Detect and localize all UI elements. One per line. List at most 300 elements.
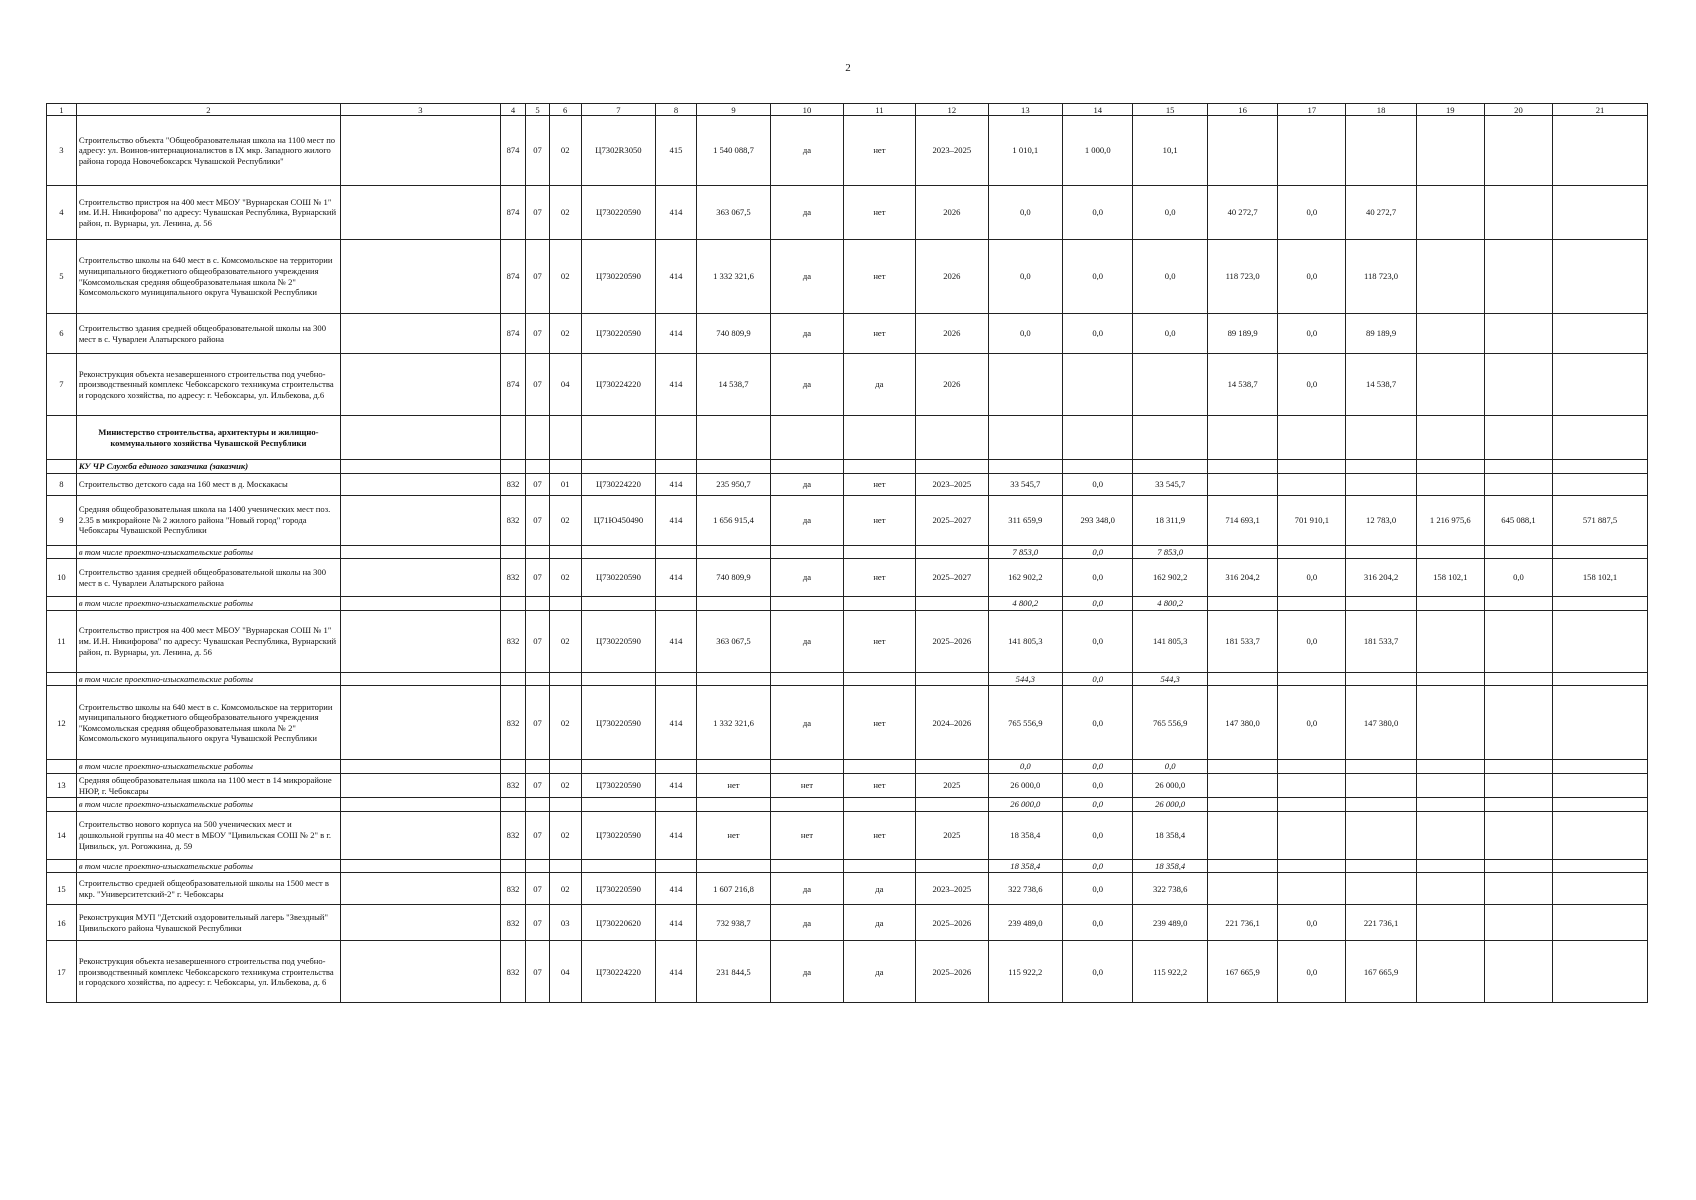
cell-empty bbox=[581, 460, 656, 474]
cell-c6: 01 bbox=[549, 473, 581, 495]
page-number: 2 bbox=[845, 62, 851, 74]
column-number: 21 bbox=[1553, 104, 1648, 116]
subrow-design-works bbox=[47, 859, 1648, 873]
cell-c12: 2025 bbox=[916, 773, 988, 797]
sub-c14: 0,0 bbox=[1063, 760, 1133, 774]
column-number: 7 bbox=[581, 104, 656, 116]
cell-empty bbox=[1553, 597, 1648, 611]
cell-empty bbox=[1416, 798, 1484, 812]
cell-c16 bbox=[1207, 811, 1277, 859]
cell-c5: 07 bbox=[526, 186, 549, 240]
cell-n: 5 bbox=[47, 240, 77, 314]
cell-c6: 03 bbox=[549, 905, 581, 941]
cell-c10: да bbox=[771, 473, 843, 495]
cell-c4: 832 bbox=[500, 473, 526, 495]
subrow-label: в том числе проектно-изыскательские работы bbox=[76, 672, 340, 686]
cell-empty bbox=[526, 859, 549, 873]
cell-c19 bbox=[1416, 240, 1484, 314]
cell-empty bbox=[500, 545, 526, 559]
cell-c19 bbox=[1416, 873, 1484, 905]
table-row bbox=[47, 240, 1648, 314]
subrow-design-works bbox=[47, 545, 1648, 559]
cell-c7: Ц730220590 bbox=[581, 186, 656, 240]
cell-empty bbox=[1484, 672, 1552, 686]
cell-c15: 239 489,0 bbox=[1133, 905, 1208, 941]
cell-c16 bbox=[1207, 873, 1277, 905]
cell-c7: Ц7302R3050 bbox=[581, 116, 656, 186]
cell-n: 8 bbox=[47, 473, 77, 495]
cell-c7: Ц730224220 bbox=[581, 941, 656, 1003]
table-row bbox=[47, 686, 1648, 760]
cell-empty bbox=[1553, 672, 1648, 686]
cell-c7: Ц730220590 bbox=[581, 811, 656, 859]
cell-empty bbox=[696, 545, 771, 559]
cell-c15: 33 545,7 bbox=[1133, 473, 1208, 495]
cell-c3 bbox=[340, 559, 500, 597]
cell-c14: 0,0 bbox=[1063, 811, 1133, 859]
cell-empty bbox=[916, 597, 988, 611]
cell-c19 bbox=[1416, 314, 1484, 354]
cell-c9: 740 809,9 bbox=[696, 314, 771, 354]
cell-c3 bbox=[340, 773, 500, 797]
cell-empty bbox=[47, 760, 77, 774]
cell-empty bbox=[549, 672, 581, 686]
cell-empty bbox=[1133, 416, 1208, 460]
cell-c18: 118 723,0 bbox=[1346, 240, 1416, 314]
cell-c3 bbox=[340, 314, 500, 354]
cell-c19 bbox=[1416, 116, 1484, 186]
cell-c19 bbox=[1416, 610, 1484, 672]
cell-c11: нет bbox=[843, 559, 915, 597]
cell-c18: 12 783,0 bbox=[1346, 495, 1416, 545]
cell-c15: 0,0 bbox=[1133, 240, 1208, 314]
cell-c15: 26 000,0 bbox=[1133, 773, 1208, 797]
cell-c16 bbox=[1207, 773, 1277, 797]
cell-empty bbox=[1346, 672, 1416, 686]
cell-c8: 414 bbox=[656, 873, 696, 905]
cell-c18: 89 189,9 bbox=[1346, 314, 1416, 354]
cell-c13: 0,0 bbox=[988, 240, 1063, 314]
cell-c14: 0,0 bbox=[1063, 240, 1133, 314]
cell-c15: 141 805,3 bbox=[1133, 610, 1208, 672]
cell-c6: 02 bbox=[549, 495, 581, 545]
cell-empty bbox=[1484, 597, 1552, 611]
cell-c17: 0,0 bbox=[1278, 240, 1346, 314]
cell-c16: 714 693,1 bbox=[1207, 495, 1277, 545]
cell-c6: 02 bbox=[549, 116, 581, 186]
cell-c11: нет bbox=[843, 773, 915, 797]
object-name: Средняя общеобразовательная школа на 1400 ученических мест поз. 2.35 в микрорайоне № 2 жилого района "Новый город" города Чебоксары Чувашской Республики bbox=[76, 495, 340, 545]
cell-c21: 158 102,1 bbox=[1553, 559, 1648, 597]
cell-empty bbox=[1484, 545, 1552, 559]
cell-c20 bbox=[1484, 473, 1552, 495]
cell-c8: 414 bbox=[656, 811, 696, 859]
sub-c14: 0,0 bbox=[1063, 597, 1133, 611]
cell-c16: 167 665,9 bbox=[1207, 941, 1277, 1003]
cell-c14: 0,0 bbox=[1063, 473, 1133, 495]
subrow-design-works bbox=[47, 798, 1648, 812]
cell-c15: 322 738,6 bbox=[1133, 873, 1208, 905]
cell-c18: 181 533,7 bbox=[1346, 610, 1416, 672]
cell-c10: да bbox=[771, 186, 843, 240]
cell-c19 bbox=[1416, 773, 1484, 797]
cell-empty bbox=[1207, 416, 1277, 460]
cell-empty bbox=[771, 597, 843, 611]
cell-c10: да bbox=[771, 686, 843, 760]
cell-c21 bbox=[1553, 905, 1648, 941]
cell-empty bbox=[696, 760, 771, 774]
cell-empty bbox=[843, 460, 915, 474]
cell-c11: да bbox=[843, 354, 915, 416]
subrow-design-works bbox=[47, 672, 1648, 686]
cell-c12: 2025–2027 bbox=[916, 559, 988, 597]
cell-c14: 1 000,0 bbox=[1063, 116, 1133, 186]
cell-c21 bbox=[1553, 240, 1648, 314]
cell-c5: 07 bbox=[526, 686, 549, 760]
cell-c13: 26 000,0 bbox=[988, 773, 1063, 797]
cell-empty bbox=[47, 416, 77, 460]
cell-empty bbox=[1416, 859, 1484, 873]
cell-empty bbox=[656, 672, 696, 686]
cell-c18 bbox=[1346, 811, 1416, 859]
table-row bbox=[47, 559, 1648, 597]
cell-c12: 2023–2025 bbox=[916, 473, 988, 495]
cell-c18: 167 665,9 bbox=[1346, 941, 1416, 1003]
table-row bbox=[47, 610, 1648, 672]
cell-empty bbox=[340, 859, 500, 873]
cell-empty bbox=[340, 760, 500, 774]
cell-c13: 311 659,9 bbox=[988, 495, 1063, 545]
cell-c8: 414 bbox=[656, 354, 696, 416]
cell-empty bbox=[1553, 460, 1648, 474]
cell-c20 bbox=[1484, 811, 1552, 859]
cell-n: 12 bbox=[47, 686, 77, 760]
cell-empty bbox=[1207, 545, 1277, 559]
table-row bbox=[47, 773, 1648, 797]
cell-c6: 02 bbox=[549, 773, 581, 797]
cell-empty bbox=[916, 760, 988, 774]
cell-c12: 2025–2027 bbox=[916, 495, 988, 545]
cell-empty bbox=[843, 545, 915, 559]
column-number: 20 bbox=[1484, 104, 1552, 116]
object-name: Строительство пристроя на 400 мест МБОУ "Вурнарская СОШ № 1" им. И.Н. Никифорова" по адресу: Чувашская Республика, Вурнарский район, п. Вурнары, ул. Ленина, д. 56 bbox=[76, 186, 340, 240]
cell-c17 bbox=[1278, 873, 1346, 905]
cell-empty bbox=[843, 416, 915, 460]
cell-empty bbox=[1207, 798, 1277, 812]
cell-c12: 2026 bbox=[916, 186, 988, 240]
sub-c13: 7 853,0 bbox=[988, 545, 1063, 559]
cell-c20 bbox=[1484, 610, 1552, 672]
subrow-label: в том числе проектно-изыскательские работы bbox=[76, 760, 340, 774]
cell-c4: 874 bbox=[500, 186, 526, 240]
cell-c3 bbox=[340, 116, 500, 186]
column-number: 15 bbox=[1133, 104, 1208, 116]
cell-c6: 04 bbox=[549, 941, 581, 1003]
table-row bbox=[47, 473, 1648, 495]
cell-c3 bbox=[340, 354, 500, 416]
cell-empty bbox=[988, 416, 1063, 460]
cell-empty bbox=[916, 859, 988, 873]
cell-c7: Ц730220590 bbox=[581, 314, 656, 354]
cell-n: 14 bbox=[47, 811, 77, 859]
cell-empty bbox=[47, 672, 77, 686]
cell-empty bbox=[1207, 597, 1277, 611]
cell-n: 9 bbox=[47, 495, 77, 545]
object-name: Строительство школы на 640 мест в с. Комсомольское на территории муниципального бюджетного общеобразовательного учреждения "Комсомольская средняя общеобразовательная школа № 2" Комсомольского муниципального округа Чувашской Республики bbox=[76, 240, 340, 314]
cell-empty bbox=[1346, 416, 1416, 460]
cell-c20 bbox=[1484, 941, 1552, 1003]
cell-c6: 02 bbox=[549, 559, 581, 597]
cell-c13: 141 805,3 bbox=[988, 610, 1063, 672]
cell-c9: 1 332 321,6 bbox=[696, 686, 771, 760]
cell-c15: 0,0 bbox=[1133, 186, 1208, 240]
cell-c11: нет bbox=[843, 686, 915, 760]
cell-c4: 874 bbox=[500, 314, 526, 354]
cell-empty bbox=[581, 545, 656, 559]
table-row bbox=[47, 354, 1648, 416]
cell-empty bbox=[771, 460, 843, 474]
cell-empty bbox=[1553, 798, 1648, 812]
cell-empty bbox=[581, 760, 656, 774]
cell-c11: нет bbox=[843, 240, 915, 314]
cell-c3 bbox=[340, 811, 500, 859]
cell-c11: нет bbox=[843, 811, 915, 859]
cell-n: 3 bbox=[47, 116, 77, 186]
cell-c7: Ц730220590 bbox=[581, 559, 656, 597]
cell-c7: Ц730220620 bbox=[581, 905, 656, 941]
cell-c9: 732 938,7 bbox=[696, 905, 771, 941]
cell-c13: 322 738,6 bbox=[988, 873, 1063, 905]
cell-empty bbox=[340, 798, 500, 812]
cell-c14: 0,0 bbox=[1063, 314, 1133, 354]
cell-empty bbox=[581, 672, 656, 686]
cell-c15: 0,0 bbox=[1133, 314, 1208, 354]
cell-c6: 02 bbox=[549, 610, 581, 672]
cell-c18 bbox=[1346, 116, 1416, 186]
cell-c20 bbox=[1484, 686, 1552, 760]
cell-c13: 18 358,4 bbox=[988, 811, 1063, 859]
cell-c15: 115 922,2 bbox=[1133, 941, 1208, 1003]
object-name: Строительство детского сада на 160 мест в д. Москакасы bbox=[76, 473, 340, 495]
cell-empty bbox=[1484, 416, 1552, 460]
cell-c17: 701 910,1 bbox=[1278, 495, 1346, 545]
cell-c12: 2025–2026 bbox=[916, 905, 988, 941]
cell-empty bbox=[843, 760, 915, 774]
subrow-label: в том числе проектно-изыскательские работы bbox=[76, 798, 340, 812]
cell-c16: 221 736,1 bbox=[1207, 905, 1277, 941]
table-row bbox=[47, 811, 1648, 859]
table-row bbox=[47, 186, 1648, 240]
cell-c17: 0,0 bbox=[1278, 905, 1346, 941]
cell-c8: 415 bbox=[656, 116, 696, 186]
cell-c17: 0,0 bbox=[1278, 354, 1346, 416]
ministry-heading: Министерство строительства, архитектуры и жилищно-коммунального хозяйства Чувашской Республики bbox=[76, 416, 340, 460]
cell-empty bbox=[771, 798, 843, 812]
cell-c7: Ц730224220 bbox=[581, 473, 656, 495]
cell-c21 bbox=[1553, 354, 1648, 416]
cell-c20 bbox=[1484, 116, 1552, 186]
cell-c6: 02 bbox=[549, 314, 581, 354]
cell-c3 bbox=[340, 186, 500, 240]
cell-c20 bbox=[1484, 314, 1552, 354]
cell-c13: 162 902,2 bbox=[988, 559, 1063, 597]
cell-c18: 221 736,1 bbox=[1346, 905, 1416, 941]
table-row bbox=[47, 941, 1648, 1003]
cell-empty bbox=[526, 760, 549, 774]
subrow-design-works bbox=[47, 597, 1648, 611]
cell-c5: 07 bbox=[526, 905, 549, 941]
sub-c13: 18 358,4 bbox=[988, 859, 1063, 873]
cell-empty bbox=[581, 416, 656, 460]
sub-c15: 0,0 bbox=[1133, 760, 1208, 774]
cell-c13: 765 556,9 bbox=[988, 686, 1063, 760]
cell-c9: 363 067,5 bbox=[696, 186, 771, 240]
cell-c12: 2025 bbox=[916, 811, 988, 859]
cell-empty bbox=[526, 798, 549, 812]
column-number-row bbox=[47, 104, 1648, 116]
cell-c4: 832 bbox=[500, 559, 526, 597]
column-number: 13 bbox=[988, 104, 1063, 116]
cell-c9: нет bbox=[696, 811, 771, 859]
cell-empty bbox=[340, 416, 500, 460]
cell-c8: 414 bbox=[656, 186, 696, 240]
cell-c5: 07 bbox=[526, 873, 549, 905]
cell-n: 6 bbox=[47, 314, 77, 354]
cell-c21 bbox=[1553, 314, 1648, 354]
cell-c16: 89 189,9 bbox=[1207, 314, 1277, 354]
investment-table bbox=[46, 103, 1648, 1003]
cell-c17: 0,0 bbox=[1278, 686, 1346, 760]
column-number: 3 bbox=[340, 104, 500, 116]
cell-c20 bbox=[1484, 873, 1552, 905]
cell-empty bbox=[526, 460, 549, 474]
cell-empty bbox=[549, 760, 581, 774]
cell-empty bbox=[1207, 760, 1277, 774]
cell-c13 bbox=[988, 354, 1063, 416]
cell-c15: 162 902,2 bbox=[1133, 559, 1208, 597]
cell-empty bbox=[696, 597, 771, 611]
object-name: Строительство средней общеобразовательной школы на 1500 мест в мкр. "Университетский-2" г. Чебоксары bbox=[76, 873, 340, 905]
cell-c16: 147 380,0 bbox=[1207, 686, 1277, 760]
cell-c16: 118 723,0 bbox=[1207, 240, 1277, 314]
cell-c7: Ц730220590 bbox=[581, 773, 656, 797]
cell-c10: да bbox=[771, 941, 843, 1003]
subrow-design-works bbox=[47, 760, 1648, 774]
cell-c11: нет bbox=[843, 186, 915, 240]
cell-c18: 316 204,2 bbox=[1346, 559, 1416, 597]
column-number: 4 bbox=[500, 104, 526, 116]
cell-c8: 414 bbox=[656, 610, 696, 672]
cell-empty bbox=[656, 545, 696, 559]
column-number: 11 bbox=[843, 104, 915, 116]
cell-c16: 40 272,7 bbox=[1207, 186, 1277, 240]
sub-c14: 0,0 bbox=[1063, 859, 1133, 873]
cell-n: 10 bbox=[47, 559, 77, 597]
cell-c19 bbox=[1416, 941, 1484, 1003]
cell-c21 bbox=[1553, 873, 1648, 905]
column-number: 5 bbox=[526, 104, 549, 116]
column-number: 18 bbox=[1346, 104, 1416, 116]
table-row bbox=[47, 905, 1648, 941]
cell-c13: 1 010,1 bbox=[988, 116, 1063, 186]
cell-empty bbox=[1346, 545, 1416, 559]
cell-c20 bbox=[1484, 773, 1552, 797]
cell-c19 bbox=[1416, 905, 1484, 941]
cell-empty bbox=[771, 859, 843, 873]
cell-c17: 0,0 bbox=[1278, 314, 1346, 354]
table-row bbox=[47, 314, 1648, 354]
cell-empty bbox=[1484, 859, 1552, 873]
cell-empty bbox=[581, 859, 656, 873]
cell-c18 bbox=[1346, 473, 1416, 495]
column-number: 9 bbox=[696, 104, 771, 116]
cell-empty bbox=[771, 760, 843, 774]
cell-c3 bbox=[340, 686, 500, 760]
cell-c3 bbox=[340, 610, 500, 672]
cell-n: 17 bbox=[47, 941, 77, 1003]
cell-c9: 14 538,7 bbox=[696, 354, 771, 416]
cell-c20 bbox=[1484, 186, 1552, 240]
cell-empty bbox=[549, 859, 581, 873]
customer-heading: КУ ЧР Служба единого заказчика (заказчик) bbox=[76, 460, 340, 474]
cell-empty bbox=[1553, 545, 1648, 559]
cell-c19: 1 216 975,6 bbox=[1416, 495, 1484, 545]
cell-c4: 832 bbox=[500, 773, 526, 797]
cell-empty bbox=[696, 859, 771, 873]
cell-c12: 2025–2026 bbox=[916, 610, 988, 672]
cell-c21 bbox=[1553, 473, 1648, 495]
cell-c14 bbox=[1063, 354, 1133, 416]
cell-c14: 0,0 bbox=[1063, 941, 1133, 1003]
cell-c7: Ц730220590 bbox=[581, 873, 656, 905]
cell-c13: 33 545,7 bbox=[988, 473, 1063, 495]
cell-c8: 414 bbox=[656, 314, 696, 354]
cell-c15: 765 556,9 bbox=[1133, 686, 1208, 760]
cell-c17: 0,0 bbox=[1278, 559, 1346, 597]
cell-empty bbox=[916, 798, 988, 812]
cell-c15: 18 358,4 bbox=[1133, 811, 1208, 859]
cell-c18: 147 380,0 bbox=[1346, 686, 1416, 760]
cell-c14: 0,0 bbox=[1063, 610, 1133, 672]
cell-empty bbox=[1484, 460, 1552, 474]
cell-empty bbox=[500, 672, 526, 686]
column-number: 2 bbox=[76, 104, 340, 116]
cell-c10: да bbox=[771, 905, 843, 941]
cell-c13: 115 922,2 bbox=[988, 941, 1063, 1003]
cell-empty bbox=[771, 545, 843, 559]
object-name: Строительство здания средней общеобразовательной школы на 300 мест в с. Чуварлеи Алатырского района bbox=[76, 559, 340, 597]
cell-c4: 832 bbox=[500, 686, 526, 760]
cell-c14: 0,0 bbox=[1063, 186, 1133, 240]
cell-c6: 02 bbox=[549, 686, 581, 760]
cell-empty bbox=[1553, 760, 1648, 774]
cell-c21: 571 887,5 bbox=[1553, 495, 1648, 545]
cell-empty bbox=[771, 416, 843, 460]
object-name: Строительство пристроя на 400 мест МБОУ "Вурнарская СОШ № 1" им. И.Н. Никифорова" по адресу: Чувашская Республика, Вурнарский район, п. Вурнары, ул. Ленина, д. 56 bbox=[76, 610, 340, 672]
cell-empty bbox=[526, 416, 549, 460]
cell-n: 7 bbox=[47, 354, 77, 416]
cell-c20 bbox=[1484, 240, 1552, 314]
column-number: 17 bbox=[1278, 104, 1346, 116]
cell-n: 15 bbox=[47, 873, 77, 905]
object-name: Строительство школы на 640 мест в с. Комсомольское на территории муниципального бюджетного общеобразовательного учреждения "Комсомольская средняя общеобразовательная школа № 2" Комсомольского муниципального округа Чувашской Республики bbox=[76, 686, 340, 760]
cell-empty bbox=[696, 416, 771, 460]
cell-n: 13 bbox=[47, 773, 77, 797]
cell-c8: 414 bbox=[656, 473, 696, 495]
cell-c10: да bbox=[771, 559, 843, 597]
cell-c9: 1 540 088,7 bbox=[696, 116, 771, 186]
object-name: Средняя общеобразовательная школа на 1100 мест в 14 микрорайоне НЮР, г. Чебоксары bbox=[76, 773, 340, 797]
